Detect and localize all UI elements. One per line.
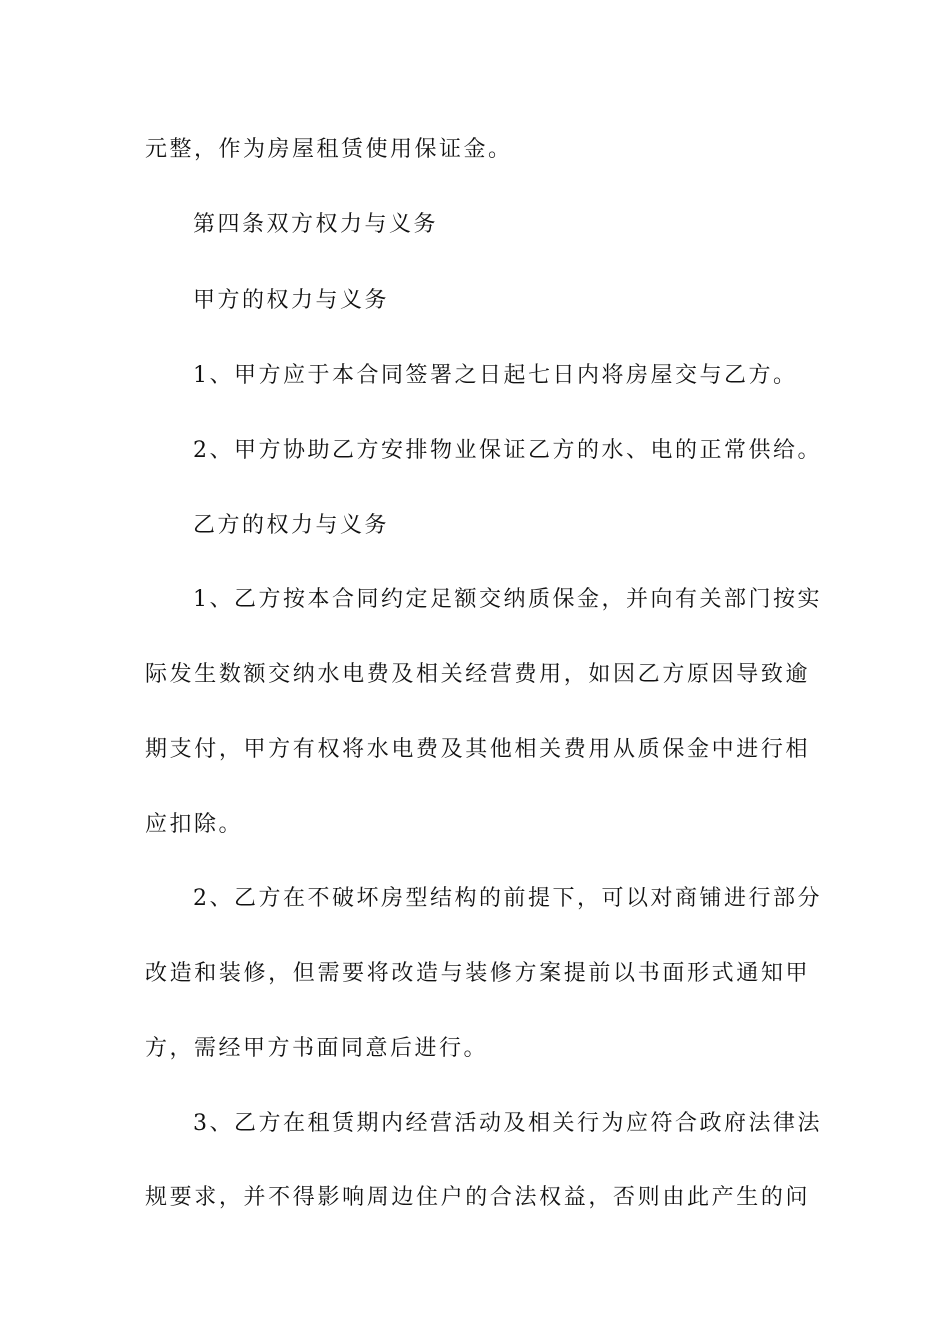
party-a-item-1: 1、甲方应于本合同签署之日起七日内将房屋交与乙方。: [193, 363, 798, 388]
party-b-item-1-line-3: 期支付，甲方有权将水电费及其他相关费用从质保金中进行相: [145, 737, 810, 762]
party-b-item-2-line-3: 方，需经甲方书面同意后进行。: [145, 1036, 489, 1061]
party-b-item-1-line-2: 际发生数额交纳水电费及相关经营费用，如因乙方原因导致逾: [145, 662, 810, 687]
party-b-item-3-line-1: 3、乙方在租赁期内经营活动及相关行为应符合政府法律法: [193, 1111, 822, 1136]
party-a-item-2: 2、甲方协助乙方安排物业保证乙方的水、电的正常供给。: [193, 438, 822, 463]
subheading-party-a: 甲方的权力与义务: [193, 288, 390, 313]
text-line-1: 元整，作为房屋租赁使用保证金。: [145, 137, 513, 162]
section-heading-article-4: 第四条双方权力与义务: [193, 212, 439, 237]
party-b-item-1-line-1: 1、乙方按本合同约定足额交纳质保金，并向有关部门按实: [193, 587, 822, 612]
subheading-party-b: 乙方的权力与义务: [193, 513, 390, 538]
party-b-item-2-line-2: 改造和装修，但需要将改造与装修方案提前以书面形式通知甲: [145, 961, 810, 986]
party-b-item-1-line-4: 应扣除。: [145, 812, 244, 837]
party-b-item-3-line-2: 规要求，并不得影响周边住户的合法权益，否则由此产生的问: [145, 1185, 810, 1210]
party-b-item-2-line-1: 2、乙方在不破坏房型结构的前提下，可以对商铺进行部分: [193, 886, 822, 911]
